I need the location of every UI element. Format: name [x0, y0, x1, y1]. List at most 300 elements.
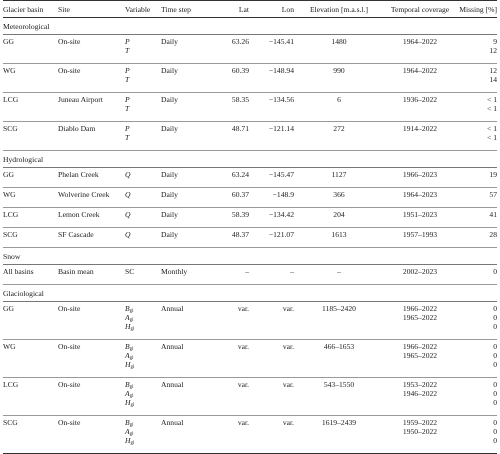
missing-percent: 0 [493, 313, 497, 322]
table-row [3, 208, 497, 228]
variable-subscript: gl [129, 309, 134, 314]
cell-glacier-basin [3, 168, 58, 188]
cell-time-step-value: Daily [161, 190, 178, 199]
cell-lat [215, 265, 249, 285]
cell-variable [125, 208, 161, 228]
section-title: Meteorological [3, 18, 497, 35]
cell-glacier-basin-value: WG [3, 342, 16, 351]
cell-lon-value: −134.56 [268, 95, 294, 104]
cell-glacier-basin [3, 228, 58, 248]
missing-percent: 0 [493, 398, 497, 407]
cell-lon-value: var. [282, 342, 294, 351]
missing-percent: 0 [493, 360, 497, 369]
cell-time-step-value: Annual [161, 342, 184, 351]
cell-time-step-value: Annual [161, 380, 184, 389]
cell-temporal-coverage [384, 93, 456, 122]
cell-elevation-value: 366 [333, 190, 345, 199]
missing-percent: < 1 [487, 95, 497, 104]
coverage-period: 1965–2022 [402, 313, 438, 322]
cell-elevation-value: 6 [337, 95, 341, 104]
missing-percent: 0 [493, 351, 497, 360]
cell-time-step-value: Annual [161, 418, 184, 427]
cell-lon [249, 416, 294, 454]
cell-variable [125, 168, 161, 188]
cell-temporal-coverage [384, 168, 456, 188]
variable-symbol [125, 37, 161, 46]
cell-elevation-value: 1613 [331, 230, 347, 239]
cell-time-step [161, 168, 215, 188]
variable-symbol [125, 389, 161, 398]
cell-time-step-value: Daily [161, 95, 178, 104]
cell-lat [215, 35, 249, 64]
cell-lat-value: 63.26 [231, 37, 249, 46]
cell-site-value: Wolverine Creek [58, 190, 110, 199]
cell-missing [456, 340, 497, 378]
coverage-period: 1936–2022 [402, 95, 438, 104]
variable-symbol [125, 95, 161, 104]
cell-temporal-coverage [384, 228, 456, 248]
cell-site [58, 265, 125, 285]
header-glacier-basin: Glacier basin [3, 1, 58, 18]
cell-temporal-coverage [384, 122, 456, 151]
cell-time-step-value: Daily [161, 230, 178, 239]
cell-time-step [161, 208, 215, 228]
variable-subscript: gl [129, 432, 134, 437]
coverage-period: 1953–2022 [402, 380, 438, 389]
cell-glacier-basin [3, 93, 58, 122]
variable-letter: Q [125, 230, 131, 239]
cell-site-value: On-site [58, 342, 81, 351]
cell-time-step [161, 35, 215, 64]
variable-subscript: gl [129, 394, 134, 399]
cell-lon-value: −121.07 [268, 230, 294, 239]
cell-elevation [294, 188, 384, 208]
cell-elevation [294, 302, 384, 340]
variable-letter: T [125, 133, 130, 142]
table-row [3, 378, 497, 416]
cell-missing [456, 208, 497, 228]
cell-variable [125, 188, 161, 208]
cell-lon [249, 228, 294, 248]
cell-glacier-basin [3, 208, 58, 228]
cell-elevation [294, 122, 384, 151]
cell-lon [249, 188, 294, 208]
cell-lat-value: 48.71 [231, 124, 249, 133]
cell-time-step [161, 265, 215, 285]
missing-percent: 0 [493, 267, 497, 276]
section-header-row [3, 285, 497, 302]
missing-percent: 0 [493, 427, 497, 436]
glacier-data-table [3, 0, 497, 454]
cell-missing [456, 416, 497, 454]
cell-temporal-coverage [384, 340, 456, 378]
cell-glacier-basin [3, 302, 58, 340]
variable-symbol [125, 267, 161, 276]
cell-variable [125, 302, 161, 340]
cell-lat-value: var. [237, 304, 249, 313]
section-title: Hydrological [3, 151, 497, 168]
cell-lat-value: 60.39 [231, 66, 249, 75]
table-body [3, 18, 497, 454]
cell-lon-value: var. [282, 304, 294, 313]
cell-time-step-value: Daily [161, 170, 178, 179]
coverage-period: 1966–2022 [402, 304, 438, 313]
variable-letter: Q [125, 210, 131, 219]
coverage-period: 1964–2022 [402, 37, 438, 46]
variable-subscript: gl [129, 318, 134, 323]
cell-variable [125, 35, 161, 64]
cell-missing [456, 188, 497, 208]
cell-glacier-basin-value: GG [3, 37, 14, 46]
cell-lat-value: var. [237, 380, 249, 389]
cell-time-step-value: Daily [161, 66, 178, 75]
cell-time-step-value: Daily [161, 210, 178, 219]
missing-percent: 41 [489, 210, 497, 219]
variable-symbol [125, 230, 161, 239]
coverage-period: 1914–2022 [402, 124, 438, 133]
variable-letter: Q [125, 170, 131, 179]
cell-lat-value: – [245, 267, 249, 276]
cell-elevation [294, 228, 384, 248]
cell-site [58, 168, 125, 188]
variable-letter: T [125, 75, 130, 84]
variable-letter: T [125, 104, 130, 113]
cell-lat [215, 378, 249, 416]
cell-time-step [161, 93, 215, 122]
cell-lat [215, 228, 249, 248]
variable-symbol [125, 351, 161, 360]
missing-percent: 12 [489, 46, 497, 55]
cell-lat [215, 416, 249, 454]
coverage-period: 1957–1993 [402, 230, 438, 239]
cell-lon [249, 302, 294, 340]
cell-site-value: On-site [58, 380, 81, 389]
cell-lon [249, 35, 294, 64]
variable-letter: T [125, 46, 130, 55]
header-lat: Lat [215, 1, 249, 18]
cell-lon-value: – [290, 267, 294, 276]
coverage-period: 1965–2022 [402, 351, 438, 360]
variable-symbol [125, 380, 161, 389]
cell-site [58, 122, 125, 151]
cell-elevation-value: 1185–2420 [322, 304, 356, 313]
variable-letter: A [125, 313, 130, 322]
coverage-period: 1946–2022 [402, 389, 438, 398]
table-row [3, 35, 497, 64]
cell-glacier-basin-value: LCG [3, 210, 19, 219]
coverage-period: 1966–2022 [402, 342, 438, 351]
cell-lat [215, 208, 249, 228]
cell-site [58, 302, 125, 340]
cell-lon [249, 265, 294, 285]
cell-lon [249, 93, 294, 122]
cell-lat-value: var. [237, 342, 249, 351]
cell-lat [215, 340, 249, 378]
missing-percent: < 1 [487, 133, 497, 142]
cell-variable [125, 64, 161, 93]
cell-elevation [294, 416, 384, 454]
variable-subscript: gl [130, 365, 135, 370]
cell-lat-value: 60.37 [231, 190, 249, 199]
missing-percent: 28 [489, 230, 497, 239]
cell-glacier-basin-value: LCG [3, 95, 19, 104]
table-row [3, 168, 497, 188]
cell-glacier-basin-value: WG [3, 66, 16, 75]
cell-site-value: SF Cascade [58, 230, 94, 239]
variable-symbol [125, 104, 161, 113]
cell-lon-value: −134.42 [268, 210, 294, 219]
variable-symbol [125, 418, 161, 427]
variable-symbol [125, 170, 161, 179]
cell-glacier-basin [3, 64, 58, 93]
header-lon: Lon [249, 1, 294, 18]
variable-letter: B [125, 380, 130, 389]
variable-letter: H [125, 322, 131, 331]
variable-letter: P [125, 66, 130, 75]
variable-symbol [125, 313, 161, 322]
cell-site-value: Diablo Dam [58, 124, 96, 133]
variable-letter: Q [125, 190, 131, 199]
variable-letter: H [125, 360, 131, 369]
cell-time-step [161, 340, 215, 378]
cell-elevation-value: 543–1550 [323, 380, 355, 389]
missing-percent: 0 [493, 304, 497, 313]
cell-glacier-basin [3, 35, 58, 64]
variable-symbol [125, 436, 161, 445]
cell-elevation-value: 1619–2439 [321, 418, 357, 427]
coverage-period: 1959–2022 [402, 418, 438, 427]
cell-variable [125, 416, 161, 454]
table-row [3, 188, 497, 208]
cell-elevation-value: 1480 [331, 37, 347, 46]
cell-site [58, 228, 125, 248]
missing-percent: 0 [493, 342, 497, 351]
table-row [3, 93, 497, 122]
cell-site-value: On-site [58, 37, 81, 46]
cell-lon-value: −148.94 [268, 66, 294, 75]
variable-subscript: gl [129, 356, 134, 361]
variable-letter: B [125, 304, 130, 313]
cell-missing [456, 122, 497, 151]
cell-site [58, 416, 125, 454]
cell-elevation [294, 35, 384, 64]
section-title: Snow [3, 248, 497, 265]
cell-site-value: On-site [58, 304, 81, 313]
cell-lon [249, 340, 294, 378]
cell-temporal-coverage [384, 378, 456, 416]
variable-letter: H [125, 398, 131, 407]
cell-glacier-basin [3, 378, 58, 416]
coverage-period: 2002–2023 [402, 267, 438, 276]
variable-letter: B [125, 342, 130, 351]
variable-symbol [125, 190, 161, 199]
variable-subscript: gl [130, 327, 135, 332]
cell-time-step [161, 64, 215, 93]
cell-temporal-coverage [384, 416, 456, 454]
variable-symbol [125, 342, 161, 351]
cell-variable [125, 122, 161, 151]
cell-lat [215, 302, 249, 340]
header-variable: Variable [125, 1, 161, 18]
missing-percent: 14 [489, 75, 497, 84]
cell-lon [249, 122, 294, 151]
cell-site [58, 64, 125, 93]
table-row [3, 122, 497, 151]
cell-lat [215, 168, 249, 188]
variable-letter: SC [125, 267, 135, 276]
variable-letter: H [125, 436, 131, 445]
cell-lat-value: var. [237, 418, 249, 427]
header-elevation: Elevation [m.a.s.l.] [294, 1, 384, 18]
table-row [3, 302, 497, 340]
header-site: Site [58, 1, 125, 18]
cell-time-step-value: Daily [161, 37, 178, 46]
cell-missing [456, 302, 497, 340]
cell-lon-value: −148.9 [272, 190, 294, 199]
cell-missing [456, 64, 497, 93]
cell-temporal-coverage [384, 265, 456, 285]
cell-elevation-value: 272 [333, 124, 345, 133]
cell-elevation-value: 204 [333, 210, 345, 219]
cell-lat-value: 58.39 [231, 210, 249, 219]
cell-missing [456, 93, 497, 122]
cell-time-step [161, 378, 215, 416]
cell-glacier-basin-value: GG [3, 170, 14, 179]
header-temporal-coverage: Temporal coverage [384, 1, 456, 18]
cell-time-step-value: Monthly [161, 267, 188, 276]
cell-lon-value: −145.47 [268, 170, 294, 179]
cell-temporal-coverage [384, 208, 456, 228]
cell-time-step [161, 188, 215, 208]
coverage-period: 1951–2023 [402, 210, 438, 219]
cell-site [58, 188, 125, 208]
cell-elevation [294, 378, 384, 416]
variable-symbol [125, 322, 161, 331]
cell-site [58, 93, 125, 122]
table-row [3, 340, 497, 378]
cell-site [58, 35, 125, 64]
cell-elevation [294, 208, 384, 228]
variable-symbol [125, 124, 161, 133]
cell-variable [125, 340, 161, 378]
missing-percent: 9 [493, 37, 497, 46]
missing-percent: < 1 [487, 124, 497, 133]
cell-glacier-basin-value: SCG [3, 124, 18, 133]
variable-symbol [125, 46, 161, 55]
cell-variable [125, 93, 161, 122]
section-header-row [3, 248, 497, 265]
variable-symbol [125, 66, 161, 75]
cell-variable [125, 378, 161, 416]
cell-glacier-basin-value: LCG [3, 380, 19, 389]
table-row [3, 64, 497, 93]
cell-elevation [294, 265, 384, 285]
cell-lon [249, 64, 294, 93]
variable-subscript: gl [129, 423, 134, 428]
variable-subscript: gl [129, 385, 134, 390]
table-row [3, 228, 497, 248]
cell-site [58, 340, 125, 378]
table-row [3, 265, 497, 285]
variable-subscript: gl [130, 441, 135, 446]
cell-lat [215, 188, 249, 208]
section-title: Glaciological [3, 285, 497, 302]
cell-lon-value: var. [282, 380, 294, 389]
cell-elevation-value: – [337, 267, 341, 276]
cell-variable [125, 265, 161, 285]
cell-lon-value: −121.14 [268, 124, 294, 133]
cell-missing [456, 265, 497, 285]
cell-elevation [294, 168, 384, 188]
cell-glacier-basin [3, 416, 58, 454]
cell-time-step-value: Daily [161, 124, 178, 133]
cell-time-step [161, 228, 215, 248]
cell-site-value: Basin mean [58, 267, 94, 276]
variable-symbol [125, 398, 161, 407]
cell-glacier-basin-value: GG [3, 304, 14, 313]
variable-letter: A [125, 389, 130, 398]
variable-letter: B [125, 418, 130, 427]
variable-letter: P [125, 37, 130, 46]
header-missing: Missing [%] [456, 1, 497, 18]
cell-time-step-value: Annual [161, 304, 184, 313]
missing-percent: < 1 [487, 104, 497, 113]
cell-elevation [294, 340, 384, 378]
variable-letter: A [125, 427, 130, 436]
cell-lat [215, 93, 249, 122]
cell-elevation [294, 93, 384, 122]
cell-lon [249, 378, 294, 416]
cell-site [58, 378, 125, 416]
cell-temporal-coverage [384, 35, 456, 64]
table-row [3, 416, 497, 454]
cell-lon [249, 208, 294, 228]
header-time-step: Time step [161, 1, 215, 18]
cell-site [58, 208, 125, 228]
cell-elevation-value: 990 [333, 66, 345, 75]
cell-glacier-basin-value: SCG [3, 418, 18, 427]
missing-percent: 12 [489, 66, 497, 75]
cell-missing [456, 168, 497, 188]
cell-glacier-basin [3, 188, 58, 208]
variable-symbol [125, 304, 161, 313]
cell-site-value: Juneau Airport [58, 95, 103, 104]
cell-elevation-value: 1127 [331, 170, 347, 179]
cell-variable [125, 228, 161, 248]
section-header-row [3, 151, 497, 168]
cell-site-value: Phelan Creek [58, 170, 99, 179]
cell-time-step [161, 122, 215, 151]
variable-symbol [125, 133, 161, 142]
cell-lat-value: 63.24 [231, 170, 249, 179]
coverage-period: 1964–2022 [402, 66, 438, 75]
cell-glacier-basin-value: SCG [3, 230, 18, 239]
cell-lat [215, 122, 249, 151]
variable-symbol [125, 75, 161, 84]
cell-temporal-coverage [384, 64, 456, 93]
missing-percent: 57 [489, 190, 497, 199]
cell-glacier-basin-value: All basins [3, 267, 34, 276]
variable-symbol [125, 210, 161, 219]
variable-letter: P [125, 124, 130, 133]
cell-glacier-basin [3, 340, 58, 378]
cell-temporal-coverage [384, 302, 456, 340]
cell-time-step [161, 302, 215, 340]
variable-letter: A [125, 351, 130, 360]
variable-subscript: gl [130, 403, 135, 408]
missing-percent: 0 [493, 418, 497, 427]
cell-site-value: Lemon Creek [58, 210, 100, 219]
